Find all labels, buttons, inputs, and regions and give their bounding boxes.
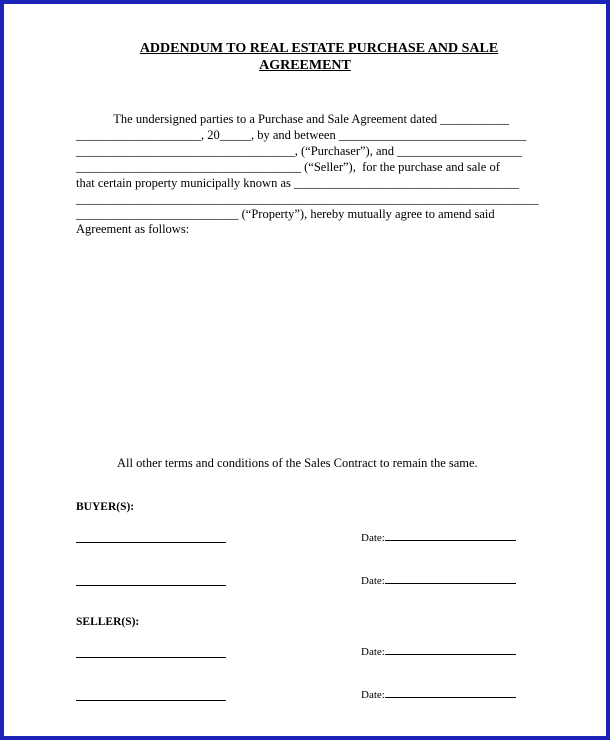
- seller-date-field-1[interactable]: [361, 645, 516, 658]
- body-line-7: __________________________ (“Property”), hereby mutually agree to amend said: [76, 207, 495, 221]
- body-line-6: __________________________________________________________________________: [76, 192, 539, 206]
- body-line-5: that certain property municipally known as ____________________________________: [76, 176, 519, 190]
- document-title-line-1: ADDENDUM TO REAL ESTATE PURCHASE AND SALE: [139, 41, 499, 56]
- date-blank[interactable]: [385, 574, 516, 584]
- document-title-line-2: AGREEMENT: [259, 58, 351, 73]
- date-label: Date:: [361, 532, 385, 544]
- date-blank[interactable]: [385, 531, 516, 541]
- buyer-date-field-1[interactable]: [361, 531, 516, 544]
- seller-date-field-2[interactable]: [361, 688, 516, 701]
- date-label: Date:: [361, 646, 385, 658]
- buyer-signature-line-1[interactable]: [76, 542, 226, 543]
- body-line-1: The undersigned parties to a Purchase and Sale Agreement dated ___________: [76, 112, 509, 126]
- sellers-label: SELLER(S):: [76, 616, 140, 628]
- date-blank[interactable]: [385, 645, 516, 655]
- date-label: Date:: [361, 575, 385, 587]
- body-line-8: Agreement as follows:: [76, 222, 190, 236]
- seller-signature-line-2[interactable]: [76, 700, 226, 701]
- body-line-4: ____________________________________ (“Seller”), for the purchase and sale of: [76, 160, 500, 174]
- buyer-date-field-2[interactable]: [361, 574, 516, 587]
- body-line-3: ___________________________________, (“Purchaser”), and ____________________: [76, 144, 523, 158]
- seller-signature-line-1[interactable]: [76, 657, 226, 658]
- date-label: Date:: [361, 689, 385, 701]
- body-line-2: ____________________, 20_____, by and between ______________________________: [76, 128, 527, 142]
- date-blank[interactable]: [385, 688, 516, 698]
- buyer-signature-line-2[interactable]: [76, 585, 226, 586]
- buyers-label: BUYER(S):: [76, 501, 135, 513]
- closing-statement: All other terms and conditions of the Sales Contract to remain the same.: [117, 456, 478, 470]
